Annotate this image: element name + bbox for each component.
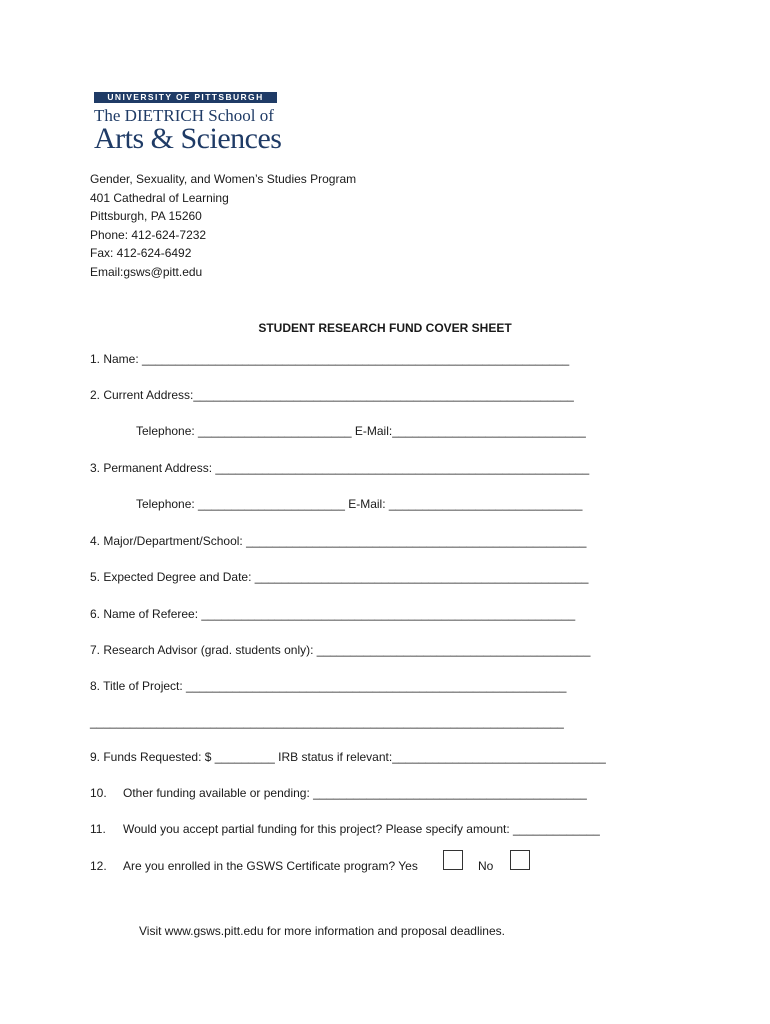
fax-number: Fax: 412-624-6492 [90,246,192,260]
email-address: Email:gsws@pitt.edu [90,264,203,279]
page-title: STUDENT RESEARCH FUND COVER SHEET [258,321,512,335]
phone-number: Phone: 412-624-7232 [90,227,207,242]
partial-funding-text: Would you accept partial funding for this project? Please specify amount: _____________ [123,822,600,836]
city-state-zip: Pittsburgh, PA 15260 [90,209,202,223]
yes-checkbox[interactable] [443,850,463,870]
no-label: No [478,859,494,873]
university-logo [94,92,294,153]
current-address-field[interactable]: 2. Current Address:_________________________________________________________ [90,388,574,402]
expected-degree-field[interactable]: 5. Expected Degree and Date: __________________________________________________ [90,570,589,584]
funds-requested-field[interactable]: 9. Funds Requested: $ _________ IRB status if relevant:________________________________ [90,750,606,764]
street-address: 401 Cathedral of Learning [90,190,229,205]
logo-arts-sciences: Arts & Sciences [94,122,282,155]
footer-note: Visit www.gsws.pitt.edu for more information and proposal deadlines. [139,924,505,938]
current-contact-field[interactable]: Telephone: _______________________ E-Mail:_____________________________ [136,424,586,438]
question-number: 10. [90,786,107,800]
research-advisor-field[interactable]: 7. Research Advisor (grad. students only): _________________________________________ [90,643,591,657]
permanent-address-field[interactable]: 3. Permanent Address: ________________________________________________________ [90,461,590,475]
major-field[interactable]: 4. Major/Department/School: ___________________________________________________ [90,534,587,548]
gsws-certificate-text: Are you enrolled in the GSWS Certificate program? Yes [123,859,418,873]
permanent-contact-field[interactable]: Telephone: ______________________ E-Mail: _____________________________ [136,497,583,511]
other-funding-field[interactable] [90,785,587,801]
partial-funding-field[interactable] [90,821,600,837]
name-field[interactable]: 1. Name: ________________________________________________________________ [90,352,570,366]
logo-school-name: The DIETRICH School of [94,106,274,125]
question-number: 11. [90,822,106,836]
program-name: Gender, Sexuality, and Women’s Studies Program [90,172,357,186]
other-funding-text: Other funding available or pending: _________________________________________ [123,786,587,800]
address-block [90,170,356,281]
referee-field[interactable]: 6. Name of Referee: ________________________________________________________ [90,607,576,621]
project-title-continuation[interactable]: _______________________________________________________________________ [90,715,564,729]
question-number: 12. [90,859,107,873]
logo-university-bar: UNIVERSITY OF PITTSBURGH [94,92,277,103]
project-title-field[interactable]: 8. Title of Project: _________________________________________________________ [90,679,567,693]
gsws-certificate-question [90,858,418,874]
no-checkbox[interactable] [510,850,530,870]
